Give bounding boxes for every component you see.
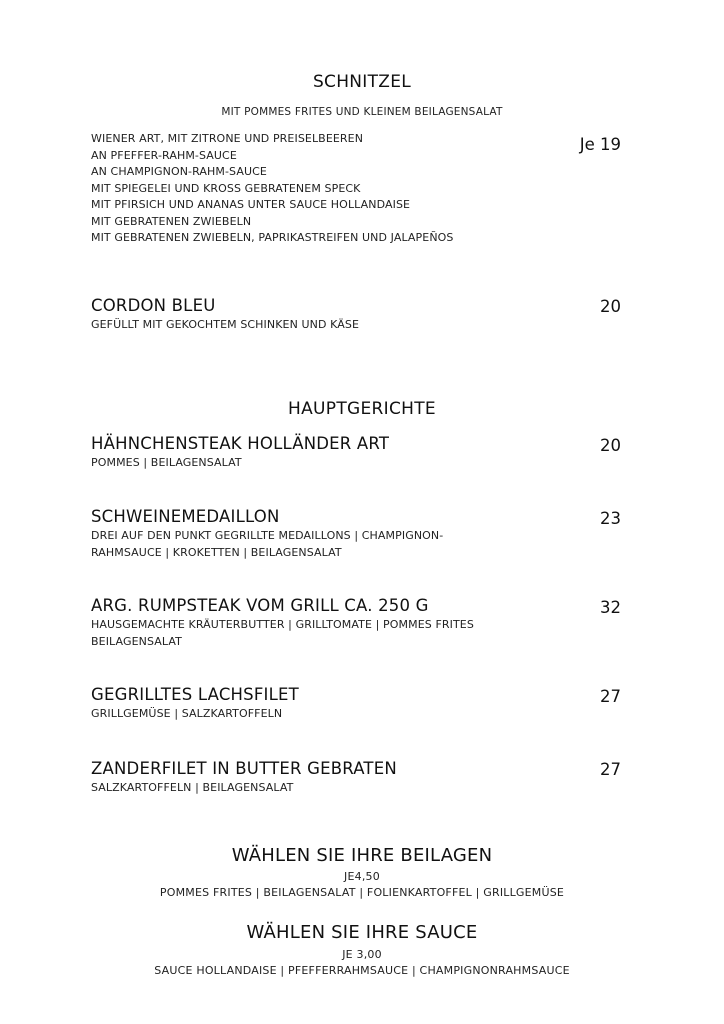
dish-description	[91, 706, 282, 723]
dish-price-cordon-bleu: 20	[600, 297, 621, 316]
schnitzel-variant: AN PFEFFER-RAHM-SAUCE	[91, 148, 237, 162]
schnitzel-variant: MIT SPIEGELEI UND KROSS GEBRATENEM SPECK	[91, 181, 361, 195]
sauce-options: SAUCE HOLLANDAISE | PFEFFERRAHMSAUCE | CHAMPIGNONRAHMSAUCE	[154, 964, 570, 977]
dish-name: GEGRILLTES LACHSFILET	[91, 685, 299, 704]
dish-name: ZANDERFILET IN BUTTER GEBRATEN	[91, 759, 397, 778]
section-title-hauptgerichte: HAUPTGERICHTE	[288, 399, 436, 419]
dish-description	[91, 528, 443, 561]
dish-price: 23	[600, 509, 621, 528]
dish-description-line: GRILLGEMÜSE | SALZKARTOFFELN	[91, 707, 283, 720]
dish-description-line: BEILAGENSALAT	[91, 634, 182, 648]
dish-description	[91, 780, 293, 797]
dish-name-cordon-bleu: CORDON BLEU	[91, 296, 216, 315]
section-title-sauce: WÄHLEN SIE IHRE SAUCE	[246, 922, 478, 943]
dish-description-cordon-bleu: GEFÜLLT MIT GEKOCHTEM SCHINKEN UND KÄSE	[91, 318, 360, 331]
dish-price: 32	[600, 598, 621, 617]
schnitzel-variant: MIT PFIRSICH UND ANANAS UNTER SAUCE HOLLANDAISE	[91, 198, 411, 211]
dish-name: ARG. RUMPSTEAK VOM GRILL CA. 250 G	[91, 596, 429, 615]
beilagen-options: POMMES FRITES | BEILAGENSALAT | FOLIENKARTOFFEL | GRILLGEMÜSE	[159, 886, 565, 899]
section-title-schnitzel: SCHNITZEL	[312, 72, 412, 92]
schnitzel-subtitle: MIT POMMES FRITES UND KLEINEM BEILAGENSALAT	[221, 106, 503, 118]
schnitzel-price: Je 19	[579, 135, 621, 154]
schnitzel-variant: WIENER ART, MIT ZITRONE UND PREISELBEEREN	[91, 132, 364, 145]
dish-description-line: DREI AUF DEN PUNKT GEGRILLTE MEDAILLONS | CHAMPIGNON-	[91, 529, 444, 542]
dish-description-line: HAUSGEMACHTE KRÄUTERBUTTER | GRILLTOMATE | POMMES FRITES	[91, 618, 474, 631]
schnitzel-variants-list	[91, 131, 454, 247]
dish-description-line: POMMES | BEILAGENSALAT	[91, 456, 242, 469]
dish-name: HÄHNCHENSTEAK HOLLÄNDER ART	[91, 434, 390, 453]
schnitzel-variant: MIT GEBRATENEN ZWIEBELN	[91, 214, 252, 228]
section-title-beilagen: WÄHLEN SIE IHRE BEILAGEN	[231, 845, 493, 866]
schnitzel-variant: AN CHAMPIGNON-RAHM-SAUCE	[91, 165, 267, 178]
dish-description	[91, 455, 242, 472]
dish-description-line: SALZKARTOFFELN | BEILAGENSALAT	[91, 781, 294, 794]
dish-price: 27	[600, 760, 621, 779]
dish-price: 20	[600, 436, 621, 455]
beilagen-price: JE4,50	[344, 870, 380, 883]
schnitzel-variant: MIT GEBRATENEN ZWIEBELN, PAPRIKASTREIFEN UND JALAPEÑOS	[91, 231, 454, 244]
sauce-price: JE 3,00	[342, 948, 382, 961]
dish-name: SCHWEINEMEDAILLON	[91, 507, 280, 526]
dish-description-line: RAHMSAUCE | KROKETTEN | BEILAGENSALAT	[91, 545, 342, 559]
dish-price: 27	[600, 687, 621, 706]
dish-description	[91, 617, 474, 650]
